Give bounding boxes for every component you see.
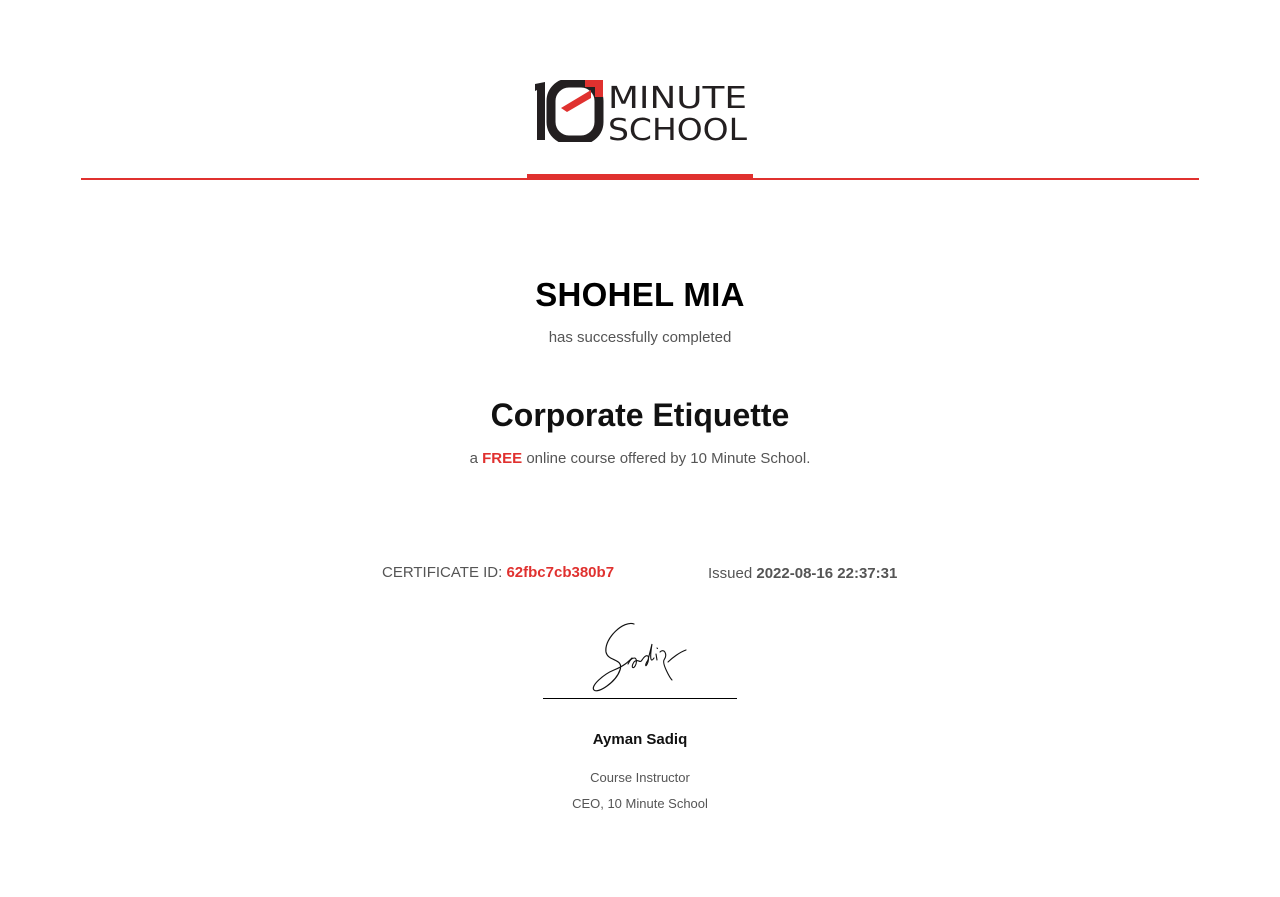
logo-word-minute: MINUTE xyxy=(608,81,747,116)
signer-role: Course Instructor xyxy=(590,770,690,785)
signer-title: CEO, 10 Minute School xyxy=(572,796,708,811)
issued-date xyxy=(708,565,897,582)
completion-statement: has successfully completed xyxy=(548,329,732,346)
issued-value: 2022-08-16 22:37:31 xyxy=(756,565,898,582)
course-title: Corporate Etiquette xyxy=(490,397,790,433)
certificate-id-value: 62fbc7cb380b7 xyxy=(506,564,615,581)
free-badge-text: FREE xyxy=(482,450,523,467)
ten-minute-school-logo xyxy=(533,80,748,142)
certificate-id-label: CERTIFICATE ID: xyxy=(382,564,503,581)
certificate-id xyxy=(382,564,614,581)
signature-image xyxy=(584,618,694,698)
recipient-name: SHOHEL MIA xyxy=(535,276,745,313)
signature-line xyxy=(543,698,737,699)
signer-name: Ayman Sadiq xyxy=(592,731,688,748)
logo-word-school: SCHOOL xyxy=(608,113,748,142)
course-desc-suffix: online course offered by 10 Minute School. xyxy=(526,450,811,467)
course-description xyxy=(0,450,1280,467)
course-desc-prefix: a xyxy=(469,450,478,467)
header-divider-accent xyxy=(527,174,753,179)
issued-label: Issued xyxy=(708,565,753,582)
